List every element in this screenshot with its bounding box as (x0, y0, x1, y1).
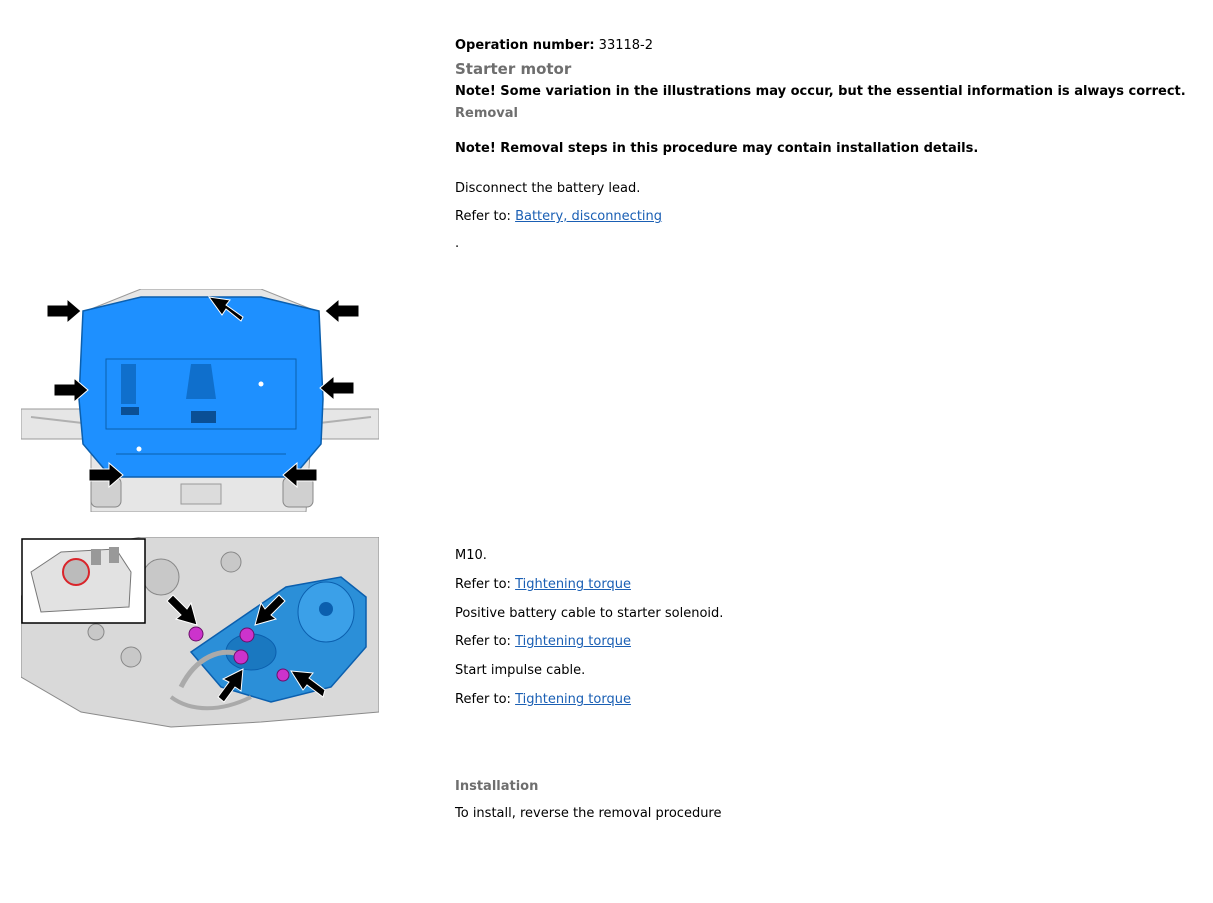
illustration-note: Note! Some variation in the illustrations may occur, but the essential information is always correct. (455, 84, 1186, 99)
step1-dot: . (455, 236, 460, 251)
tightening-torque-link-3[interactable]: Tightening torque (515, 692, 631, 707)
operation-number-row (455, 38, 653, 53)
refer-label: Refer to: (455, 209, 511, 224)
battery-disconnecting-link[interactable]: Battery, disconnecting (515, 209, 663, 224)
refer-label: Refer to: (455, 634, 511, 649)
operation-number-value: 33118-2 (598, 38, 653, 53)
refer-label: Refer to: (455, 577, 511, 592)
refer-label: Refer to: (455, 692, 511, 707)
step3-line1: M10. (455, 548, 487, 563)
splash-guard-illustration (21, 289, 379, 512)
step3-line2: Positive battery cable to starter solenoid. (455, 606, 724, 621)
removal-note: Note! Removal steps in this procedure may contain installation details. (455, 141, 979, 156)
tightening-torque-link-2[interactable]: Tightening torque (515, 634, 631, 649)
operation-number-label: Operation number: (455, 38, 595, 53)
installation-text: To install, reverse the removal procedure (455, 806, 722, 821)
tightening-torque-link-1[interactable]: Tightening torque (515, 577, 631, 592)
step3-refer-row-2 (455, 634, 631, 649)
removal-heading: Removal (455, 106, 519, 121)
page-title: Starter motor (455, 60, 572, 78)
installation-heading: Installation (455, 779, 539, 794)
step3-refer-row-3 (455, 692, 631, 707)
step3-line3: Start impulse cable. (455, 663, 586, 678)
step3-refer-row-1 (455, 577, 631, 592)
step1-text: Disconnect the battery lead. (455, 181, 641, 196)
step1-refer-row (455, 209, 662, 224)
starter-motor-illustration (21, 537, 379, 760)
